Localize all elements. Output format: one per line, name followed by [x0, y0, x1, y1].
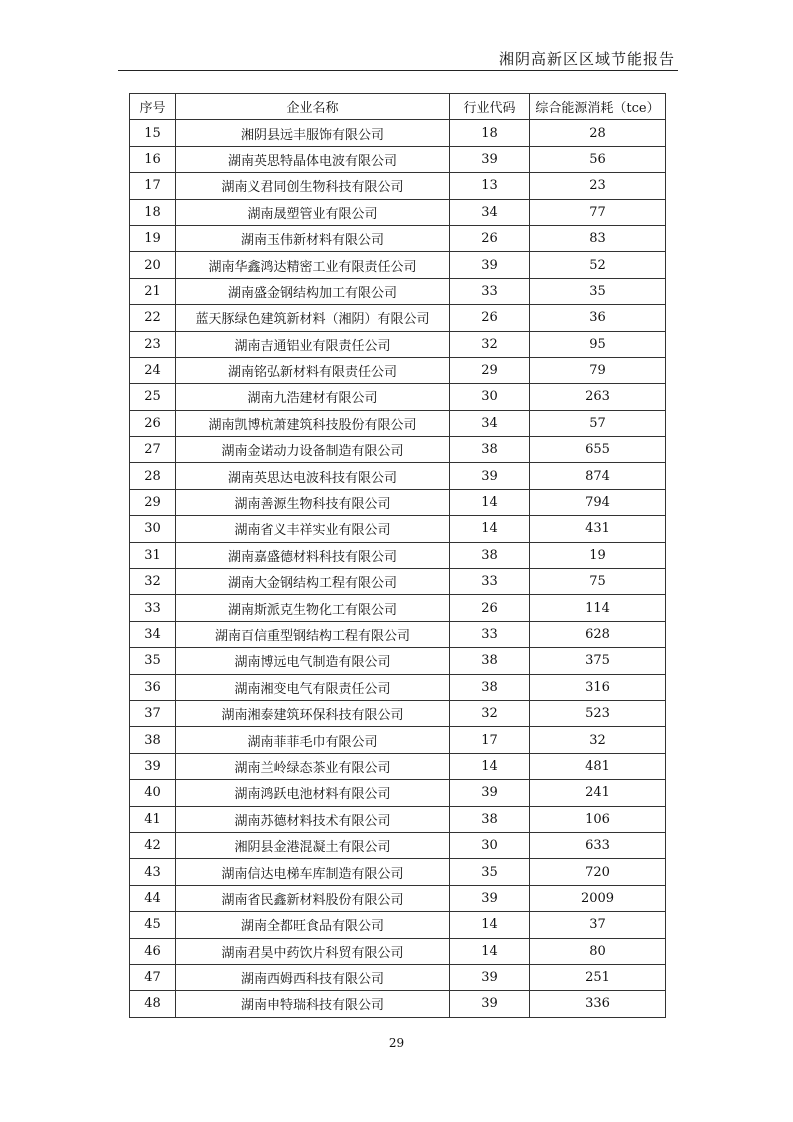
cell-energy-consumption: 263 [530, 384, 666, 410]
cell-industry-code: 39 [450, 780, 530, 806]
table-row [130, 173, 666, 199]
cell-company-name: 湖南铭弘新材料有限责任公司 [176, 357, 450, 383]
cell-energy-consumption: 77 [530, 199, 666, 225]
table-row [130, 489, 666, 515]
cell-industry-code: 39 [450, 146, 530, 172]
cell-company-name: 湖南大金钢结构工程有限公司 [176, 569, 450, 595]
page-header-title: 湘阴高新区区域节能报告 [498, 50, 675, 68]
cell-industry-code: 38 [450, 542, 530, 568]
cell-energy-consumption: 35 [530, 278, 666, 304]
cell-company-name: 湖南英思达电波科技有限公司 [176, 463, 450, 489]
cell-company-name: 湖南省民鑫新材料股份有限公司 [176, 885, 450, 911]
cell-industry-code: 38 [450, 806, 530, 832]
cell-company-name: 湖南全都旺食品有限公司 [176, 912, 450, 938]
cell-industry-code: 32 [450, 331, 530, 357]
cell-industry-code: 39 [450, 991, 530, 1017]
cell-industry-code: 33 [450, 278, 530, 304]
cell-company-name: 湖南西姆西科技有限公司 [176, 964, 450, 990]
cell-company-name: 湖南博远电气制造有限公司 [176, 648, 450, 674]
cell-company-name: 湖南义君同创生物科技有限公司 [176, 173, 450, 199]
cell-energy-consumption: 95 [530, 331, 666, 357]
cell-energy-consumption: 874 [530, 463, 666, 489]
cell-energy-consumption: 655 [530, 437, 666, 463]
cell-serial: 27 [130, 437, 176, 463]
table-row [130, 120, 666, 146]
cell-serial: 34 [130, 621, 176, 647]
table-row [130, 569, 666, 595]
cell-company-name: 湖南玉伟新材料有限公司 [176, 225, 450, 251]
table-row [130, 305, 666, 331]
table-row [130, 252, 666, 278]
table-row [130, 621, 666, 647]
cell-company-name: 湖南湘变电气有限责任公司 [176, 674, 450, 700]
table-row [130, 146, 666, 172]
cell-serial: 23 [130, 331, 176, 357]
cell-serial: 38 [130, 727, 176, 753]
cell-industry-code: 39 [450, 964, 530, 990]
cell-company-name: 湖南信达电梯车库制造有限公司 [176, 859, 450, 885]
table-row [130, 964, 666, 990]
cell-energy-consumption: 114 [530, 595, 666, 621]
cell-serial: 15 [130, 120, 176, 146]
table-row [130, 225, 666, 251]
cell-industry-code: 33 [450, 621, 530, 647]
table-row [130, 595, 666, 621]
cell-industry-code: 30 [450, 832, 530, 858]
cell-industry-code: 26 [450, 305, 530, 331]
cell-serial: 45 [130, 912, 176, 938]
cell-energy-consumption: 36 [530, 305, 666, 331]
table-row [130, 331, 666, 357]
cell-energy-consumption: 316 [530, 674, 666, 700]
cell-company-name: 湖南菲菲毛巾有限公司 [176, 727, 450, 753]
cell-serial: 30 [130, 516, 176, 542]
table-row [130, 463, 666, 489]
column-header-company: 企业名称 [176, 94, 450, 120]
cell-energy-consumption: 28 [530, 120, 666, 146]
cell-industry-code: 18 [450, 120, 530, 146]
cell-energy-consumption: 375 [530, 648, 666, 674]
cell-industry-code: 13 [450, 173, 530, 199]
cell-energy-consumption: 19 [530, 542, 666, 568]
cell-serial: 43 [130, 859, 176, 885]
cell-serial: 40 [130, 780, 176, 806]
cell-industry-code: 39 [450, 463, 530, 489]
cell-energy-consumption: 720 [530, 859, 666, 885]
cell-energy-consumption: 80 [530, 938, 666, 964]
cell-serial: 19 [130, 225, 176, 251]
cell-company-name: 湘阴县金港混凝土有限公司 [176, 832, 450, 858]
cell-industry-code: 33 [450, 569, 530, 595]
cell-energy-consumption: 57 [530, 410, 666, 436]
cell-industry-code: 38 [450, 437, 530, 463]
cell-industry-code: 14 [450, 516, 530, 542]
cell-serial: 26 [130, 410, 176, 436]
cell-company-name: 湖南凯博杭萧建筑科技股份有限公司 [176, 410, 450, 436]
cell-industry-code: 39 [450, 885, 530, 911]
cell-industry-code: 34 [450, 199, 530, 225]
cell-industry-code: 14 [450, 912, 530, 938]
cell-serial: 28 [130, 463, 176, 489]
cell-company-name: 湖南湘泰建筑环保科技有限公司 [176, 700, 450, 726]
table-row [130, 199, 666, 225]
cell-energy-consumption: 106 [530, 806, 666, 832]
table-row [130, 278, 666, 304]
cell-company-name: 湖南晟塑管业有限公司 [176, 199, 450, 225]
cell-serial: 41 [130, 806, 176, 832]
cell-energy-consumption: 431 [530, 516, 666, 542]
table-row [130, 410, 666, 436]
cell-industry-code: 14 [450, 753, 530, 779]
cell-serial: 29 [130, 489, 176, 515]
cell-serial: 37 [130, 700, 176, 726]
cell-company-name: 湖南百信重型钢结构工程有限公司 [176, 621, 450, 647]
cell-energy-consumption: 23 [530, 173, 666, 199]
cell-industry-code: 34 [450, 410, 530, 436]
cell-industry-code: 35 [450, 859, 530, 885]
cell-energy-consumption: 336 [530, 991, 666, 1017]
cell-company-name: 湖南申特瑞科技有限公司 [176, 991, 450, 1017]
cell-company-name: 湖南斯派克生物化工有限公司 [176, 595, 450, 621]
cell-company-name: 湖南苏德材料技术有限公司 [176, 806, 450, 832]
table-row [130, 912, 666, 938]
table-row [130, 885, 666, 911]
cell-serial: 16 [130, 146, 176, 172]
cell-industry-code: 14 [450, 938, 530, 964]
table-row [130, 991, 666, 1017]
cell-company-name: 湖南兰岭绿态茶业有限公司 [176, 753, 450, 779]
cell-company-name: 湘阴县远丰服饰有限公司 [176, 120, 450, 146]
cell-serial: 47 [130, 964, 176, 990]
cell-industry-code: 38 [450, 674, 530, 700]
header-divider [118, 70, 678, 71]
cell-serial: 33 [130, 595, 176, 621]
cell-serial: 35 [130, 648, 176, 674]
cell-company-name: 湖南嘉盛德材料科技有限公司 [176, 542, 450, 568]
cell-energy-consumption: 633 [530, 832, 666, 858]
cell-industry-code: 39 [450, 252, 530, 278]
table-row [130, 674, 666, 700]
cell-industry-code: 14 [450, 489, 530, 515]
energy-consumption-table [129, 93, 666, 1018]
table-row [130, 384, 666, 410]
cell-serial: 18 [130, 199, 176, 225]
cell-industry-code: 30 [450, 384, 530, 410]
cell-industry-code: 32 [450, 700, 530, 726]
cell-serial: 31 [130, 542, 176, 568]
table-row [130, 648, 666, 674]
cell-serial: 20 [130, 252, 176, 278]
cell-company-name: 湖南九浩建材有限公司 [176, 384, 450, 410]
cell-company-name: 湖南华鑫鸿达精密工业有限责任公司 [176, 252, 450, 278]
cell-energy-consumption: 56 [530, 146, 666, 172]
cell-serial: 22 [130, 305, 176, 331]
cell-industry-code: 26 [450, 225, 530, 251]
cell-energy-consumption: 79 [530, 357, 666, 383]
cell-energy-consumption: 75 [530, 569, 666, 595]
cell-serial: 25 [130, 384, 176, 410]
cell-energy-consumption: 241 [530, 780, 666, 806]
column-header-industry-code: 行业代码 [450, 94, 530, 120]
cell-company-name: 湖南省义丰祥实业有限公司 [176, 516, 450, 542]
cell-serial: 48 [130, 991, 176, 1017]
table-row [130, 542, 666, 568]
cell-energy-consumption: 628 [530, 621, 666, 647]
cell-serial: 42 [130, 832, 176, 858]
cell-company-name: 湖南金诺动力设备制造有限公司 [176, 437, 450, 463]
table-row [130, 700, 666, 726]
cell-company-name: 湖南鸿跃电池材料有限公司 [176, 780, 450, 806]
table-row [130, 859, 666, 885]
column-header-energy: 综合能源消耗（tce） [530, 94, 666, 120]
page-number: 29 [388, 1036, 405, 1050]
cell-serial: 21 [130, 278, 176, 304]
column-header-serial: 序号 [130, 94, 176, 120]
cell-serial: 44 [130, 885, 176, 911]
table-row [130, 806, 666, 832]
cell-company-name: 湖南善源生物科技有限公司 [176, 489, 450, 515]
table-row [130, 727, 666, 753]
table-row [130, 938, 666, 964]
cell-company-name: 湖南英思特晶体电波有限公司 [176, 146, 450, 172]
cell-serial: 39 [130, 753, 176, 779]
cell-energy-consumption: 52 [530, 252, 666, 278]
cell-energy-consumption: 83 [530, 225, 666, 251]
cell-company-name: 湖南盛金钢结构加工有限公司 [176, 278, 450, 304]
cell-company-name: 湖南吉通铝业有限责任公司 [176, 331, 450, 357]
table-body [130, 120, 666, 1017]
cell-industry-code: 17 [450, 727, 530, 753]
table-row [130, 357, 666, 383]
table-row [130, 437, 666, 463]
table-header-row [130, 94, 666, 120]
cell-serial: 32 [130, 569, 176, 595]
cell-energy-consumption: 32 [530, 727, 666, 753]
cell-serial: 36 [130, 674, 176, 700]
cell-industry-code: 38 [450, 648, 530, 674]
cell-energy-consumption: 2009 [530, 885, 666, 911]
table-row [130, 516, 666, 542]
cell-industry-code: 26 [450, 595, 530, 621]
table-row [130, 780, 666, 806]
cell-industry-code: 29 [450, 357, 530, 383]
cell-serial: 46 [130, 938, 176, 964]
cell-energy-consumption: 481 [530, 753, 666, 779]
cell-serial: 24 [130, 357, 176, 383]
table-row [130, 753, 666, 779]
cell-energy-consumption: 37 [530, 912, 666, 938]
cell-energy-consumption: 794 [530, 489, 666, 515]
cell-energy-consumption: 251 [530, 964, 666, 990]
cell-company-name: 湖南君昊中药饮片科贸有限公司 [176, 938, 450, 964]
cell-energy-consumption: 523 [530, 700, 666, 726]
cell-company-name: 蓝天豚绿色建筑新材料（湘阴）有限公司 [176, 305, 450, 331]
cell-serial: 17 [130, 173, 176, 199]
table-row [130, 832, 666, 858]
